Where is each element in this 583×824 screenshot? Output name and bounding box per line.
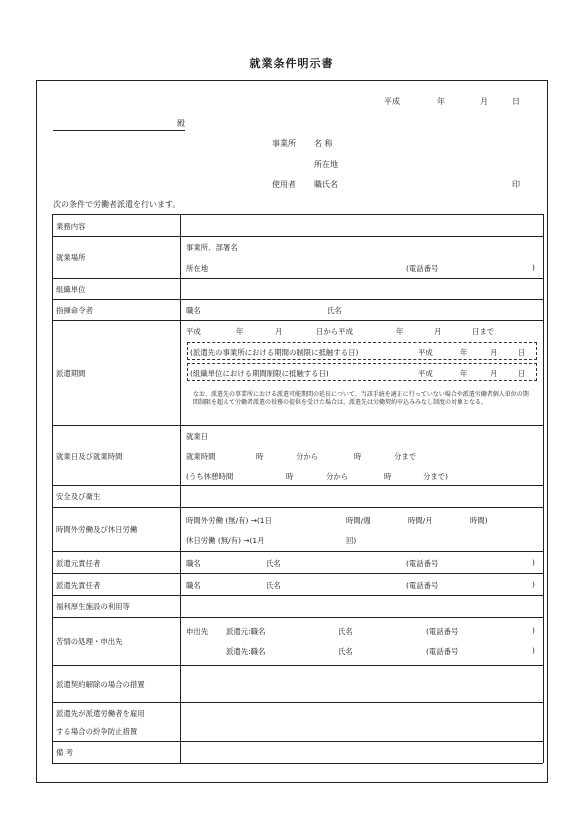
limit-office-text: (派遣先の事業所における期間の制限に抵触する日) [190, 348, 359, 357]
rest-time-h2: 時 [384, 472, 392, 481]
overtime-line-1: 時間外労働 (無/有) →(1日 [186, 516, 272, 525]
job-value-cell[interactable] [181, 215, 542, 235]
dst-manager-phone: (電話番号 [406, 581, 439, 590]
rest-time-h1: 時 [286, 472, 294, 481]
complaint-src-phone-close: ) [532, 626, 535, 635]
complaint-src-name: 氏名 [338, 627, 353, 636]
limit-office-year: 年 [460, 348, 468, 357]
limit-unit-era: 平成 [418, 369, 433, 378]
supervisor-title: 職名 [186, 306, 201, 315]
limit-office-era: 平成 [418, 348, 433, 357]
period-era: 平成 [186, 327, 201, 336]
seal-mark: 印 [512, 180, 520, 189]
unit-value-cell[interactable] [181, 279, 542, 299]
period-year-2: 年 [396, 327, 404, 336]
work-time-h1: 時 [256, 452, 264, 461]
overtime-per-month: 時間/月 [408, 516, 433, 525]
period-day-from: 日から平成 [316, 327, 353, 336]
welfare-value-cell[interactable] [181, 596, 542, 616]
overtime-hours-close: 時間) [470, 516, 488, 525]
dst-manager-title: 職名 [186, 581, 201, 590]
limit-office-day: 日 [518, 348, 526, 357]
employer-title-name-label: 職氏名 [314, 180, 338, 189]
row-label-complaint: 苦情の処理・申出先 [56, 637, 123, 646]
holiday-work-count: 回) [346, 536, 357, 545]
limit-unit-month: 月 [490, 369, 498, 378]
complaint-dst-name: 氏名 [338, 647, 353, 656]
row-label-unit: 組織単位 [56, 285, 86, 294]
dst-manager-name: 氏名 [266, 581, 281, 590]
complaint-dst-phone-close: ) [532, 646, 535, 655]
complaint-src-phone: (電話番号 [426, 627, 459, 636]
work-time-h2: 時 [354, 452, 362, 461]
rest-time-label: (うち休憩時間 [186, 472, 234, 481]
dst-manager-phone-close: ) [532, 580, 535, 589]
limit-unit-day: 日 [518, 369, 526, 378]
company-address-label: 所在地 [314, 160, 338, 169]
row-label-cancel: 派遣契約解除の場合の措置 [56, 680, 145, 689]
complaint-prefix: 申出先 [186, 627, 209, 636]
row-label-remarks: 備 考 [56, 748, 74, 757]
work-time-label: 就業時間 [186, 452, 216, 461]
work-time-to: 分まで [394, 452, 417, 461]
work-time-from: 分から [296, 452, 319, 461]
dispute-value-cell[interactable] [181, 703, 542, 740]
addressee-line[interactable] [53, 130, 185, 131]
workplace-phone-close: ) [532, 263, 535, 272]
row-label-safety: 安全及び衛生 [56, 492, 101, 501]
row-label-overtime: 時間外労働及び休日労働 [56, 525, 138, 534]
workplace-office: 事業所、部署名 [186, 243, 238, 252]
company-name-label: 名 称 [314, 139, 333, 148]
complaint-dst-title: 派遣先:職名 [226, 647, 266, 656]
limit-unit-year: 年 [460, 369, 468, 378]
src-manager-phone-close: ) [532, 558, 535, 567]
date-day: 日 [512, 97, 520, 106]
limit-office-month: 月 [490, 348, 498, 357]
workplace-address: 所在地 [186, 264, 209, 273]
office-label: 事業所 [272, 139, 296, 148]
period-month: 月 [275, 327, 283, 336]
supervisor-name: 氏名 [327, 306, 342, 315]
workplace-phone: (電話番号 [406, 264, 439, 273]
src-manager-title: 職名 [186, 559, 201, 568]
date-era: 平成 [384, 97, 400, 106]
intro-text: 次の条件で労働者派遣を行います。 [53, 200, 181, 209]
row-label-dispute-2: する場合の紛争防止措置 [56, 727, 138, 736]
row-label-period: 派遣期間 [56, 369, 86, 378]
date-month: 月 [480, 97, 488, 106]
period-year: 年 [236, 327, 244, 336]
row-label-workplace: 就業場所 [56, 253, 86, 262]
row-label-hours: 就業日及び就業時間 [56, 452, 123, 461]
holiday-work-line: 休日労働 (無/有) →(1月 [186, 536, 265, 545]
addressee-suffix: 殿 [177, 119, 185, 128]
src-manager-name: 氏名 [266, 559, 281, 568]
row-label-dispute-1: 派遣先が派遣労働者を雇用 [56, 709, 145, 718]
src-manager-phone: (電話番号 [406, 559, 439, 568]
row-label-welfare: 福利厚生施設の利用等 [56, 602, 130, 611]
complaint-dst-phone: (電話番号 [426, 647, 459, 656]
rest-time-from: 分から [326, 472, 349, 481]
period-month-2: 月 [434, 327, 442, 336]
complaint-src-title: 派遣元:職名 [226, 627, 266, 636]
employer-label: 使用者 [272, 180, 296, 189]
period-note: なお、派遣先の事業所における派遣可能期間の延長について、当該手続を適正に行っていない場合や派遣労働者個人単位の期間制限を超えて労働者派遣の役務の提供を受けた場合は、派遣先は労働契約申込みみなし制度の対象となる。 [193, 391, 529, 406]
remarks-value-cell[interactable] [181, 742, 542, 762]
date-year: 年 [437, 97, 445, 106]
rest-time-to: 分まで) [423, 472, 449, 481]
overtime-per-week: 時間/週 [346, 516, 371, 525]
row-label-supervisor: 指揮命令者 [56, 306, 93, 315]
row-label-dst-manager: 派遣先責任者 [56, 581, 101, 590]
document-title: 就業条件明示書 [249, 57, 334, 70]
row-label-src-manager: 派遣元責任者 [56, 559, 101, 568]
period-day-to: 日まで [472, 327, 495, 336]
work-day-label: 就業日 [186, 432, 209, 441]
safety-value-cell[interactable] [181, 486, 542, 506]
row-label-job: 業務内容 [56, 222, 86, 231]
limit-unit-text: (組織単位における期間制限に抵触する日) [190, 369, 329, 378]
cancel-value-cell[interactable] [181, 666, 542, 701]
